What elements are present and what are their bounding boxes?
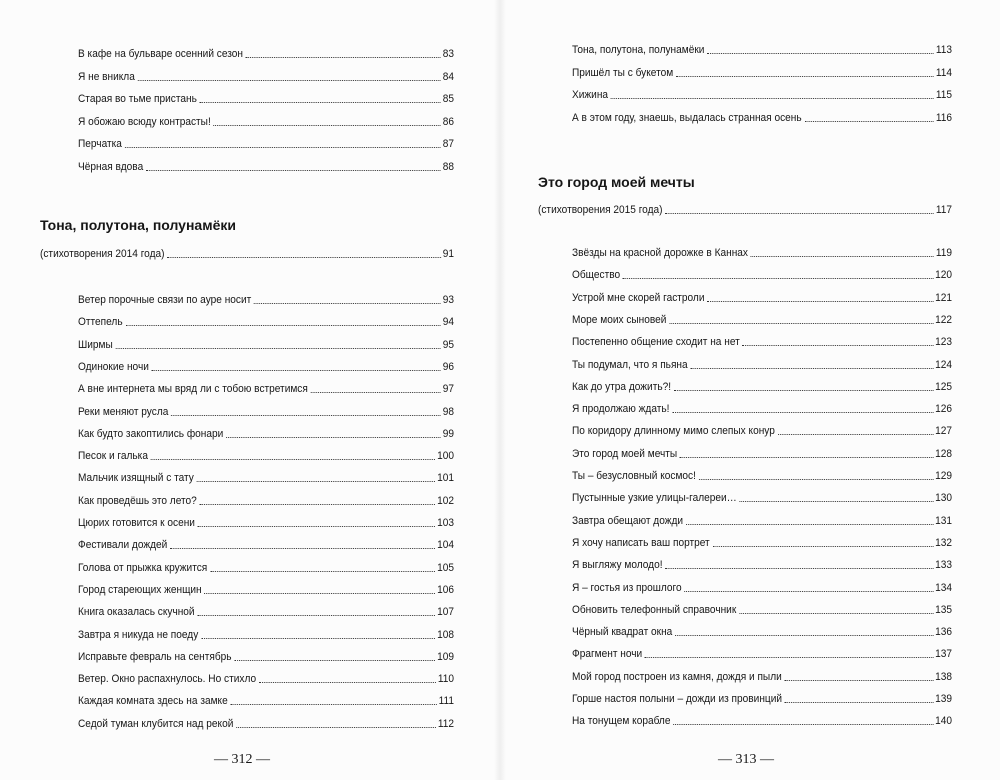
dot-leader — [234, 660, 435, 661]
toc-entry — [78, 338, 454, 352]
dot-leader — [712, 546, 933, 547]
toc-entry — [572, 603, 952, 617]
toc-entry-page: 98 — [442, 405, 454, 418]
dot-leader — [167, 257, 441, 258]
dot-leader — [259, 682, 436, 683]
toc-entry-page: 130 — [935, 492, 952, 505]
toc-entry — [78, 516, 454, 530]
toc-entry — [78, 628, 454, 642]
dot-leader — [200, 102, 441, 103]
toc-entry — [78, 293, 454, 307]
dot-leader — [236, 727, 436, 728]
toc-entry-title: Исправьте февраль на сентябрь — [78, 650, 232, 663]
toc-entry — [572, 335, 952, 349]
toc-entry-page: 113 — [935, 44, 952, 56]
toc-entry — [572, 88, 952, 102]
toc-entry — [78, 137, 454, 151]
toc-entry-page: 99 — [442, 427, 454, 440]
toc-entry — [572, 291, 952, 305]
toc-entry-page: 86 — [442, 115, 454, 128]
toc-entry-page: 114 — [935, 66, 952, 79]
toc-entry-title: Как проведёшь это лето? — [78, 494, 197, 507]
toc-entry-page: 112 — [437, 717, 454, 730]
toc-entry-title: Устрой мне скорей гастроли — [572, 291, 705, 304]
toc-entry-title: Завтра я никуда не поеду — [78, 628, 199, 641]
toc-entry-title: Тона, полутона, полунамёки — [572, 44, 705, 56]
dot-leader — [230, 704, 436, 705]
dot-leader — [739, 613, 933, 614]
toc-entry — [572, 268, 952, 282]
dot-leader — [152, 370, 441, 371]
toc-entry — [78, 405, 454, 419]
toc-entry — [78, 360, 454, 374]
dot-leader — [151, 459, 436, 460]
dot-leader — [673, 724, 933, 725]
toc-entry-page: 97 — [442, 383, 454, 396]
toc-entry-page: 93 — [442, 294, 454, 306]
toc-entry-page: 128 — [935, 447, 952, 460]
toc-entry-title: Ветер. Окно распахнулось. Но стихло — [78, 673, 257, 686]
toc-entry-page: 100 — [437, 450, 454, 463]
toc-entry-title: Одинокие ночи — [78, 360, 149, 373]
dot-leader — [684, 591, 933, 592]
toc-entry-page: 126 — [935, 403, 952, 416]
toc-entry-page: 110 — [437, 673, 454, 686]
toc-entry — [78, 538, 454, 552]
dot-leader — [674, 390, 933, 391]
toc-entry-title: Ты подумал, что я пьяна — [572, 358, 688, 371]
dot-leader — [804, 121, 934, 122]
toc-entry-title: Как будто закоптились фонари — [78, 427, 224, 440]
toc-entry-page: 121 — [935, 291, 952, 304]
toc-entry — [572, 447, 952, 461]
toc-entry-page: 135 — [935, 603, 952, 616]
toc-entry-page: 101 — [437, 472, 454, 485]
toc-entry — [78, 650, 454, 664]
toc-entry-page: 127 — [935, 425, 952, 438]
toc-entry-page: 87 — [442, 138, 454, 151]
dot-leader — [690, 368, 933, 369]
toc-entry-page: 122 — [935, 313, 952, 326]
dot-leader — [699, 479, 934, 480]
toc-entry-title: Общество — [572, 269, 621, 282]
dot-leader — [197, 615, 435, 616]
dot-leader — [707, 301, 933, 302]
dot-leader — [125, 325, 441, 326]
toc-entry-title: Я обожаю всюду контрасты! — [78, 115, 211, 128]
dot-leader — [254, 303, 441, 304]
toc-entry-title: Хижина — [572, 89, 609, 102]
toc-entry-title: Фрагмент ночи — [572, 648, 643, 661]
toc-entry — [572, 536, 952, 550]
toc-entry-title: Мой город построен из камня, дождя и пыли — [572, 670, 782, 683]
dot-leader — [669, 323, 933, 324]
toc-entry-page: 115 — [935, 89, 952, 102]
toc-entry — [78, 583, 454, 597]
toc-entry-page: 106 — [437, 583, 454, 596]
toc-entry-page: 134 — [935, 581, 952, 594]
dot-leader — [246, 57, 441, 58]
toc-entry-title: Чёрная вдова — [78, 161, 144, 173]
toc-entry — [572, 647, 952, 661]
dot-leader — [785, 702, 933, 703]
toc-entry-title: Песок и галька — [78, 450, 148, 463]
section-subtitle-entry — [538, 203, 952, 217]
toc-entry-title: Седой туман клубится над рекой — [78, 717, 234, 730]
toc-entry — [572, 581, 952, 595]
toc-entry — [78, 47, 454, 61]
toc-entry-title: Постепенно общение сходит на нет — [572, 336, 740, 349]
toc-entry-page: 137 — [935, 648, 952, 661]
toc-entry — [572, 491, 952, 505]
toc-entry — [572, 469, 952, 483]
toc-entry — [572, 358, 952, 372]
dot-leader — [204, 593, 435, 594]
toc-entry-page: 94 — [442, 316, 454, 329]
toc-entry-page: 120 — [935, 269, 952, 282]
toc-entry — [572, 670, 952, 684]
dot-leader — [201, 638, 435, 639]
dot-leader — [198, 526, 436, 527]
toc-entry-page: 108 — [437, 628, 454, 641]
dot-leader — [311, 392, 441, 393]
toc-entry-title: Пустынные узкие улицы-галереи… — [572, 492, 737, 505]
toc-entry-title: А вне интернета мы вряд ли с тобою встретимся — [78, 383, 308, 396]
toc-entry-title: (стихотворения 2015 года) — [538, 204, 663, 216]
toc-entry-page: 103 — [437, 517, 454, 529]
page-number: — 312 — — [214, 752, 270, 767]
toc-entry-title: Это город моей мечты — [572, 447, 678, 460]
section-title: Тона, полутона, полунамёки — [40, 217, 236, 233]
dot-leader — [675, 635, 933, 636]
toc-entry-title: Звёзды на красной дорожке в Каннах — [572, 247, 748, 259]
dot-leader — [707, 53, 934, 54]
dot-leader — [785, 680, 934, 681]
toc-entry-page: 83 — [442, 48, 454, 60]
toc-entry — [572, 558, 952, 572]
toc-entry — [572, 514, 952, 528]
toc-entry-page: 119 — [935, 247, 952, 259]
toc-entry-title: Завтра обещают дожди — [572, 514, 684, 527]
dot-leader — [672, 412, 933, 413]
toc-entry-title: В кафе на бульваре осенний сезон — [78, 48, 244, 60]
toc-entry-title: Обновить телефонный справочник — [572, 603, 737, 616]
toc-entry-title: Реки меняют русла — [78, 405, 169, 418]
toc-entry — [78, 605, 454, 619]
toc-entry-page: 105 — [437, 561, 454, 574]
dot-leader — [665, 213, 934, 214]
dot-leader — [146, 170, 441, 171]
right-page — [500, 0, 1000, 780]
toc-entry-page: 116 — [935, 111, 952, 124]
toc-entry-title: Ветер порочные связи по ауре носит — [78, 294, 252, 306]
section-subtitle-entry — [40, 247, 454, 261]
section-title: Это город моей мечты — [538, 174, 695, 190]
dot-leader — [116, 348, 441, 349]
toc-entry — [572, 66, 952, 80]
toc-entry-page: 85 — [442, 93, 454, 106]
toc-entry-title: Оттепель — [78, 316, 123, 329]
dot-leader — [743, 345, 934, 346]
dot-leader — [778, 434, 934, 435]
dot-leader — [686, 524, 933, 525]
toc-entry-page: 132 — [935, 536, 952, 549]
dot-leader — [171, 415, 441, 416]
toc-entry-page: 131 — [935, 514, 952, 527]
toc-entry-title: Чёрный квадрат окна — [572, 626, 673, 639]
toc-entry-title: Книга оказалась скучной — [78, 606, 195, 619]
toc-entry-page: 95 — [442, 338, 454, 351]
toc-entry-page: 138 — [935, 670, 952, 683]
toc-entry — [78, 427, 454, 441]
toc-entry-page: 124 — [935, 358, 952, 371]
toc-entry-title: Как до утра дожить?! — [572, 380, 672, 393]
dot-leader — [200, 504, 436, 505]
toc-entry-page: 109 — [437, 650, 454, 663]
toc-entry — [572, 402, 952, 416]
toc-entry — [572, 246, 952, 260]
dot-leader — [170, 548, 435, 549]
toc-entry-title: Каждая комната здесь на замке — [78, 695, 228, 708]
dot-leader — [226, 437, 441, 438]
dot-leader — [680, 457, 933, 458]
toc-entry-page: 123 — [935, 336, 952, 349]
toc-entry-page: 136 — [935, 626, 952, 639]
toc-entry — [572, 380, 952, 394]
toc-entry-title: Перчатка — [78, 138, 122, 151]
toc-entry-title: Ширмы — [78, 338, 113, 351]
dot-leader — [210, 571, 435, 572]
toc-entry — [78, 717, 454, 731]
toc-entry-page: 104 — [437, 539, 454, 552]
toc-entry-title: Цюрих готовится к осени — [78, 517, 195, 529]
toc-entry — [572, 714, 952, 728]
toc-entry — [572, 111, 952, 125]
toc-entry — [78, 449, 454, 463]
toc-entry-title: Я хочу написать ваш портрет — [572, 536, 710, 549]
toc-entry — [572, 424, 952, 438]
toc-entry-page: 96 — [442, 360, 454, 373]
dot-leader — [611, 98, 934, 99]
toc-entry-title: Ты – безусловный космос! — [572, 470, 696, 482]
toc-entry — [78, 561, 454, 575]
toc-entry-page: 129 — [935, 470, 952, 482]
page-number: — 313 — — [718, 752, 774, 767]
toc-entry-page: 139 — [935, 693, 952, 705]
toc-entry-title: Я выгляжу молодо! — [572, 559, 663, 572]
toc-entry-title: Я не вникла — [78, 70, 135, 83]
toc-entry — [78, 70, 454, 84]
toc-entry-page: 107 — [437, 606, 454, 619]
dot-leader — [751, 256, 934, 257]
toc-entry-title: Фестивали дождей — [78, 539, 168, 552]
toc-entry-page: 102 — [437, 494, 454, 507]
toc-entry-page: 91 — [442, 248, 454, 260]
toc-entry — [572, 43, 952, 57]
toc-entry-title: Голова от прыжка кружится — [78, 561, 208, 574]
dot-leader — [197, 481, 436, 482]
toc-entry — [78, 115, 454, 129]
toc-entry-page: 84 — [442, 70, 454, 83]
toc-entry-title: По коридору длинному мимо слепых конур — [572, 425, 775, 438]
toc-entry — [78, 494, 454, 508]
toc-entry-page: 125 — [935, 380, 952, 393]
dot-leader — [740, 501, 934, 502]
toc-entry-title: Море моих сыновей — [572, 313, 667, 326]
toc-entry — [572, 692, 952, 706]
toc-entry-title: Мальчик изящный с тату — [78, 472, 194, 485]
dot-leader — [645, 657, 933, 658]
toc-entry-title: Горше настоя полыни – дожди из провинций — [572, 693, 783, 705]
toc-entry-title: Я продолжаю ждать! — [572, 403, 670, 416]
toc-entry-title: Старая во тьме пристань — [78, 93, 197, 106]
toc-entry — [572, 313, 952, 327]
toc-entry-title: На тонущем корабле — [572, 715, 671, 728]
toc-entry — [78, 382, 454, 396]
toc-entry-title: (стихотворения 2014 года) — [40, 248, 165, 260]
toc-entry-title: Пришёл ты с букетом — [572, 66, 674, 79]
dot-leader — [623, 278, 933, 279]
toc-entry — [78, 672, 454, 686]
toc-entry-title: Я – гостья из прошлого — [572, 581, 682, 594]
toc-entry — [78, 160, 454, 174]
toc-entry — [78, 471, 454, 485]
toc-entry-title: Город стареющих женщин — [78, 583, 202, 596]
toc-entry — [78, 315, 454, 329]
toc-entry — [572, 625, 952, 639]
toc-entry-page: 133 — [935, 559, 952, 572]
toc-entry-page: 117 — [935, 204, 952, 216]
toc-entry — [78, 694, 454, 708]
toc-entry — [78, 92, 454, 106]
toc-entry-page: 111 — [438, 695, 454, 708]
dot-leader — [676, 76, 934, 77]
toc-entry-title: А в этом году, знаешь, выдалась странная осень — [572, 111, 802, 124]
dot-leader — [125, 147, 441, 148]
dot-leader — [138, 80, 441, 81]
toc-entry-page: 140 — [935, 715, 952, 728]
toc-entry-page: 88 — [442, 161, 454, 173]
dot-leader — [214, 125, 441, 126]
dot-leader — [665, 568, 933, 569]
